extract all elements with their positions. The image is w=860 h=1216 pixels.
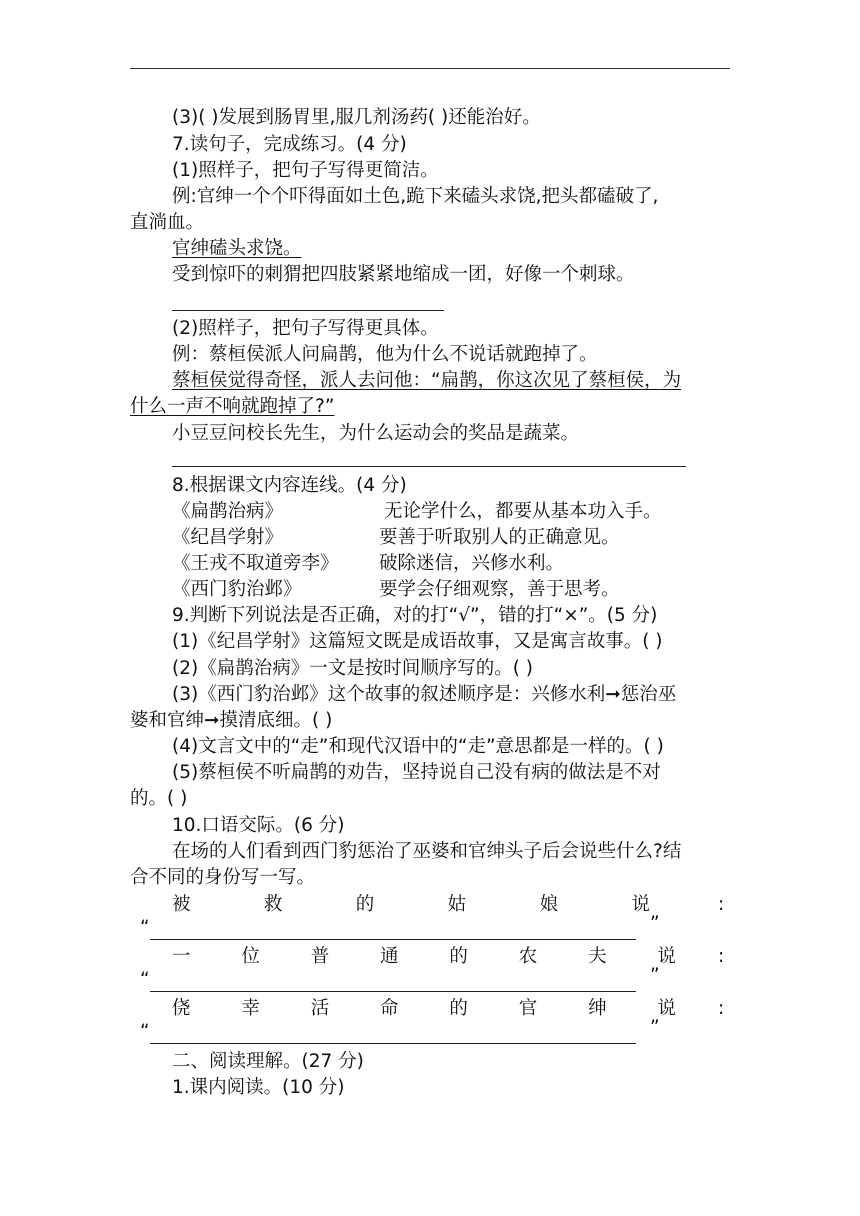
speaker-girl-colon: : (718, 894, 725, 915)
speaker-official-label (172, 996, 676, 1022)
speaker-char: 夫 (588, 946, 607, 967)
answer-blank-1[interactable] (172, 310, 444, 311)
q7-heading: 7.读句子，完成练习。(4 分) (172, 134, 407, 155)
match-right-3[interactable]: 破除迷信，兴修水利。 (379, 553, 565, 574)
speaker-official-open-quote: “ (140, 1021, 150, 1042)
speaker-char: 农 (518, 946, 538, 967)
speaker-girl-open-quote: “ (140, 917, 150, 938)
speaker-farmer-answer-blank[interactable] (150, 991, 636, 992)
speaker-char: 一 (172, 946, 191, 967)
speaker-char: 官 (518, 998, 538, 1019)
speaker-char: 说 (657, 946, 676, 967)
speaker-char: 命 (380, 998, 399, 1019)
example-answer-text-2: 什么一声不响就跑掉了?” (130, 396, 335, 417)
section-2-heading: 二、阅读理解。(27 分) (172, 1051, 364, 1072)
speaker-char: 姑 (447, 894, 467, 915)
speaker-official-close-quote: ” (650, 1017, 660, 1038)
q7-part2-answer-example (172, 368, 730, 394)
q7-part1-example-cont: 直淌血。 (130, 212, 205, 233)
q7-part1-example: 例:官绅一个个吓得面如土色,跪下来磕头求饶,把头都磕破了, (172, 186, 659, 207)
q9-item-4: (4)文言文中的“走”和现代汉语中的“走”意思都是一样的。( ) (172, 736, 664, 757)
q7-part2-sentence: 小豆豆问校长先生，为什么运动会的奖品是蔬菜。 (172, 423, 580, 444)
q10-heading: 10.口语交际。(6 分) (172, 815, 345, 836)
example-answer-text: 官绅磕头求饶。 (172, 238, 302, 259)
speaker-char: 普 (310, 946, 330, 967)
q9-item-3: (3)《西门豹治邺》这个故事的叙述顺序是：兴修水利➞惩治巫 (172, 684, 677, 705)
speaker-char: 娘 (539, 894, 559, 915)
speaker-official-colon: : (718, 998, 725, 1019)
q6-item-3: (3)( )发展到肠胃里,服几剂汤药( )还能治好。 (172, 107, 541, 128)
speaker-official-answer-blank[interactable] (150, 1043, 636, 1044)
speaker-girl-close-quote: ” (650, 913, 660, 934)
q7-part1-instruction: (1)照样子，把句子写得更简洁。 (172, 160, 439, 181)
q9-item-5: (5)蔡桓侯不听扁鹊的劝告，坚持说自己没有病的做法是不对 (172, 762, 661, 783)
match-left-3[interactable]: 《王戎不取道旁李》 (172, 553, 339, 574)
speaker-char: 的 (449, 998, 468, 1019)
match-right-4[interactable]: 要学会仔细观察，善于思考。 (379, 579, 620, 600)
speaker-char: 的 (449, 946, 468, 967)
q9-item-1: (1)《纪昌学射》这篇短文既是成语故事，又是寓言故事。( ) (172, 631, 663, 652)
q7-part2-example: 例：蔡桓侯派人问扁鹊，他为什么不说话就跑掉了。 (172, 344, 598, 365)
speaker-farmer-colon: : (718, 946, 725, 967)
speaker-char: 幸 (241, 998, 260, 1019)
q9-heading: 9.判断下列说法是否正确，对的打“√”，错的打“×”。(5 分) (172, 605, 658, 626)
q9-item-3-cont: 婆和官绅➞摸清底细。( ) (130, 710, 333, 731)
speaker-farmer-close-quote: ” (650, 965, 660, 986)
speaker-char: 位 (241, 946, 260, 967)
q7-part2-answer-example-cont (130, 394, 730, 420)
speaker-char: 说 (631, 894, 650, 915)
example-answer-text-1: 蔡桓侯觉得奇怪，派人去问他：“扁鹊，你这次见了蔡桓侯，为 (172, 370, 682, 391)
header-rule (130, 68, 730, 69)
q7-part1-answer-example (172, 236, 730, 262)
speaker-girl-answer-blank[interactable] (150, 939, 636, 940)
q9-item-2: (2)《扁鹊治病》一文是按时间顺序写的。( ) (172, 658, 534, 679)
match-left-2[interactable]: 《纪昌学射》 (172, 527, 284, 548)
speaker-char: 被 (172, 894, 191, 915)
speaker-char: 通 (380, 946, 399, 967)
answer-blank-2[interactable] (172, 466, 686, 467)
speaker-char: 的 (355, 894, 375, 915)
section-2-q1-heading: 1.课内阅读。(10 分) (172, 1077, 345, 1098)
speaker-char: 救 (263, 894, 283, 915)
match-left-1[interactable]: 《扁鹊治病》 (172, 501, 284, 522)
speaker-farmer-open-quote: “ (140, 969, 150, 990)
speaker-farmer-label (172, 944, 676, 970)
q7-part2-instruction: (2)照样子，把句子写得更具体。 (172, 318, 439, 339)
speaker-char: 活 (310, 998, 330, 1019)
speaker-char: 绅 (588, 998, 607, 1019)
speaker-girl-label (172, 892, 650, 918)
q10-prompt-cont: 合不同的身份写一写。 (130, 867, 316, 888)
q8-heading: 8.根据课文内容连线。(4 分) (172, 475, 407, 496)
match-right-1[interactable]: 无论学什么，都要从基本功入手。 (384, 501, 662, 522)
match-right-2[interactable]: 要善于听取别人的正确意见。 (379, 527, 620, 548)
q7-part1-sentence: 受到惊吓的刺猬把四肢紧紧地缩成一团，好像一个刺球。 (172, 264, 635, 285)
match-left-4[interactable]: 《西门豹治邺》 (172, 579, 302, 600)
speaker-char: 侥 (172, 998, 191, 1019)
q10-prompt: 在场的人们看到西门豹惩治了巫婆和官绅头子后会说些什么?结 (172, 841, 682, 862)
speaker-char: 说 (657, 998, 676, 1019)
q9-item-5-cont: 的。( ) (130, 788, 188, 809)
